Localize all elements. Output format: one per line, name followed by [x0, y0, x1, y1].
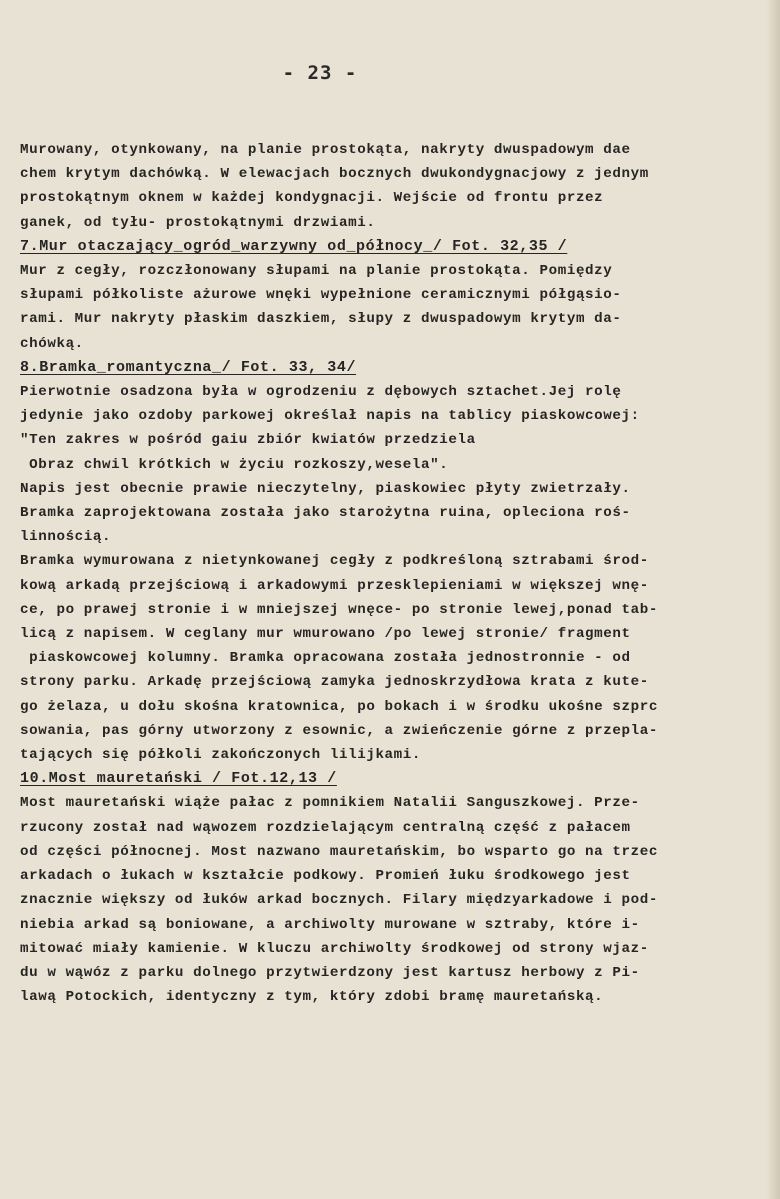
text-line: jedynie jako ozdoby parkowej określał napis na tablicy piaskowcowej: [20, 408, 640, 425]
text-line: strony parku. Arkadę przejściową zamyka jednoskrzydłowa krata z kute- [20, 674, 649, 691]
section-heading: 10.Most mauretański / Fot.12,13 / [20, 770, 337, 788]
text-line: od części północnej. Most nazwano mauretańskim, bo wsparto go na trzec [20, 843, 658, 860]
page-number: - 23 - [282, 62, 358, 84]
text-line: słupami półkoliste ażurowe wnęki wypełnione ceramicznymi półgąsio- [20, 287, 622, 304]
text-line: Obraz chwil krótkich w życiu rozkoszy,wesela". [20, 456, 449, 473]
text-line: linnością. [20, 529, 112, 546]
body-text [20, 138, 772, 1009]
text-line: Napis jest obecnie prawie nieczytelny, piaskowiec płyty zwietrzały. [20, 480, 631, 497]
text-line: mitować miały kamienie. W kluczu archiwolty środkowej od strony wjaz- [20, 940, 649, 957]
text-line: rzucony został nad wąwozem rozdzielającym centralną część z pałacem [20, 819, 631, 836]
text-line: kową arkadą przejściową i arkadowymi przesklepieniami w większej wnę- [20, 577, 649, 594]
text-line: rami. Mur nakryty płaskim daszkiem, słupy z dwuspadowym krytym da- [20, 311, 622, 328]
text-line: ganek, od tyłu- prostokątnymi drzwiami. [20, 214, 376, 231]
text-line: Most mauretański wiąże pałac z pomnikiem Natalii Sanguszkowej. Prze- [20, 795, 640, 812]
text-line: sowania, pas górny utworzony z esownic, a zwieńczenie górne z przepla- [20, 722, 658, 739]
text-line: Pierwotnie osadzona była w ogrodzeniu z dębowych sztachet.Jej rolę [20, 384, 622, 401]
text-line: go żelaza, u dołu skośna kratownica, po bokach i w środku ukośne szprc [20, 698, 658, 715]
text-line: Murowany, otynkowany, na planie prostokąta, nakryty dwuspadowym dae [20, 142, 631, 158]
text-line: ce, po prawej stronie i w mniejszej wnęce- po stronie lewej,ponad tab- [20, 601, 658, 618]
text-line: Mur z cegły, rozczłonowany słupami na planie prostokąta. Pomiędzy [20, 263, 613, 280]
text-line: znacznie większy od łuków arkad bocznych. Filary międzyarkadowe i pod- [20, 892, 658, 909]
section-heading: 7.Mur otaczający_ogród_warzywny od_północy_/ Fot. 32,35 / [20, 237, 568, 255]
section-heading: 8.Bramka_romantyczna_/ Fot. 33, 34/ [20, 358, 357, 376]
text-line: niebia arkad są boniowane, a archiwolty murowane w sztraby, które i- [20, 916, 640, 933]
text-line: arkadach o łukach w kształcie podkowy. Promień łuku środkowego jest [20, 868, 631, 885]
text-line: "Ten zakres w pośród gaiu zbiór kwiatów przedziela [20, 432, 476, 449]
text-line: du w wąwóz z parku dolnego przytwierdzony jest kartusz herbowy z Pi- [20, 964, 640, 981]
text-line: tających się półkoli zakończonych lilijkami. [20, 747, 422, 764]
text-line: chówką. [20, 335, 84, 352]
text-line: piaskowcowej kolumny. Bramka opracowana została jednostronnie - od [20, 650, 631, 667]
text-line: prostokątnym oknem w każdej kondygnacji. Wejście od frontu przez [20, 190, 604, 207]
text-line: licą z napisem. W ceglany mur wmurowano /po lewej stronie/ fragment [20, 626, 631, 643]
text-line: lawą Potockich, identyczny z tym, który zdobi bramę mauretańską. [20, 989, 604, 1006]
text-line: chem krytym dachówką. W elewacjach bocznych dwukondygnacjowy z jednym [20, 166, 649, 183]
text-line: Bramka wymurowana z nietynkowanej cegły z podkreśloną sztrabami środ- [20, 553, 649, 570]
text-line: Bramka zaprojektowana została jako starożytna ruina, opleciona roś- [20, 505, 631, 522]
